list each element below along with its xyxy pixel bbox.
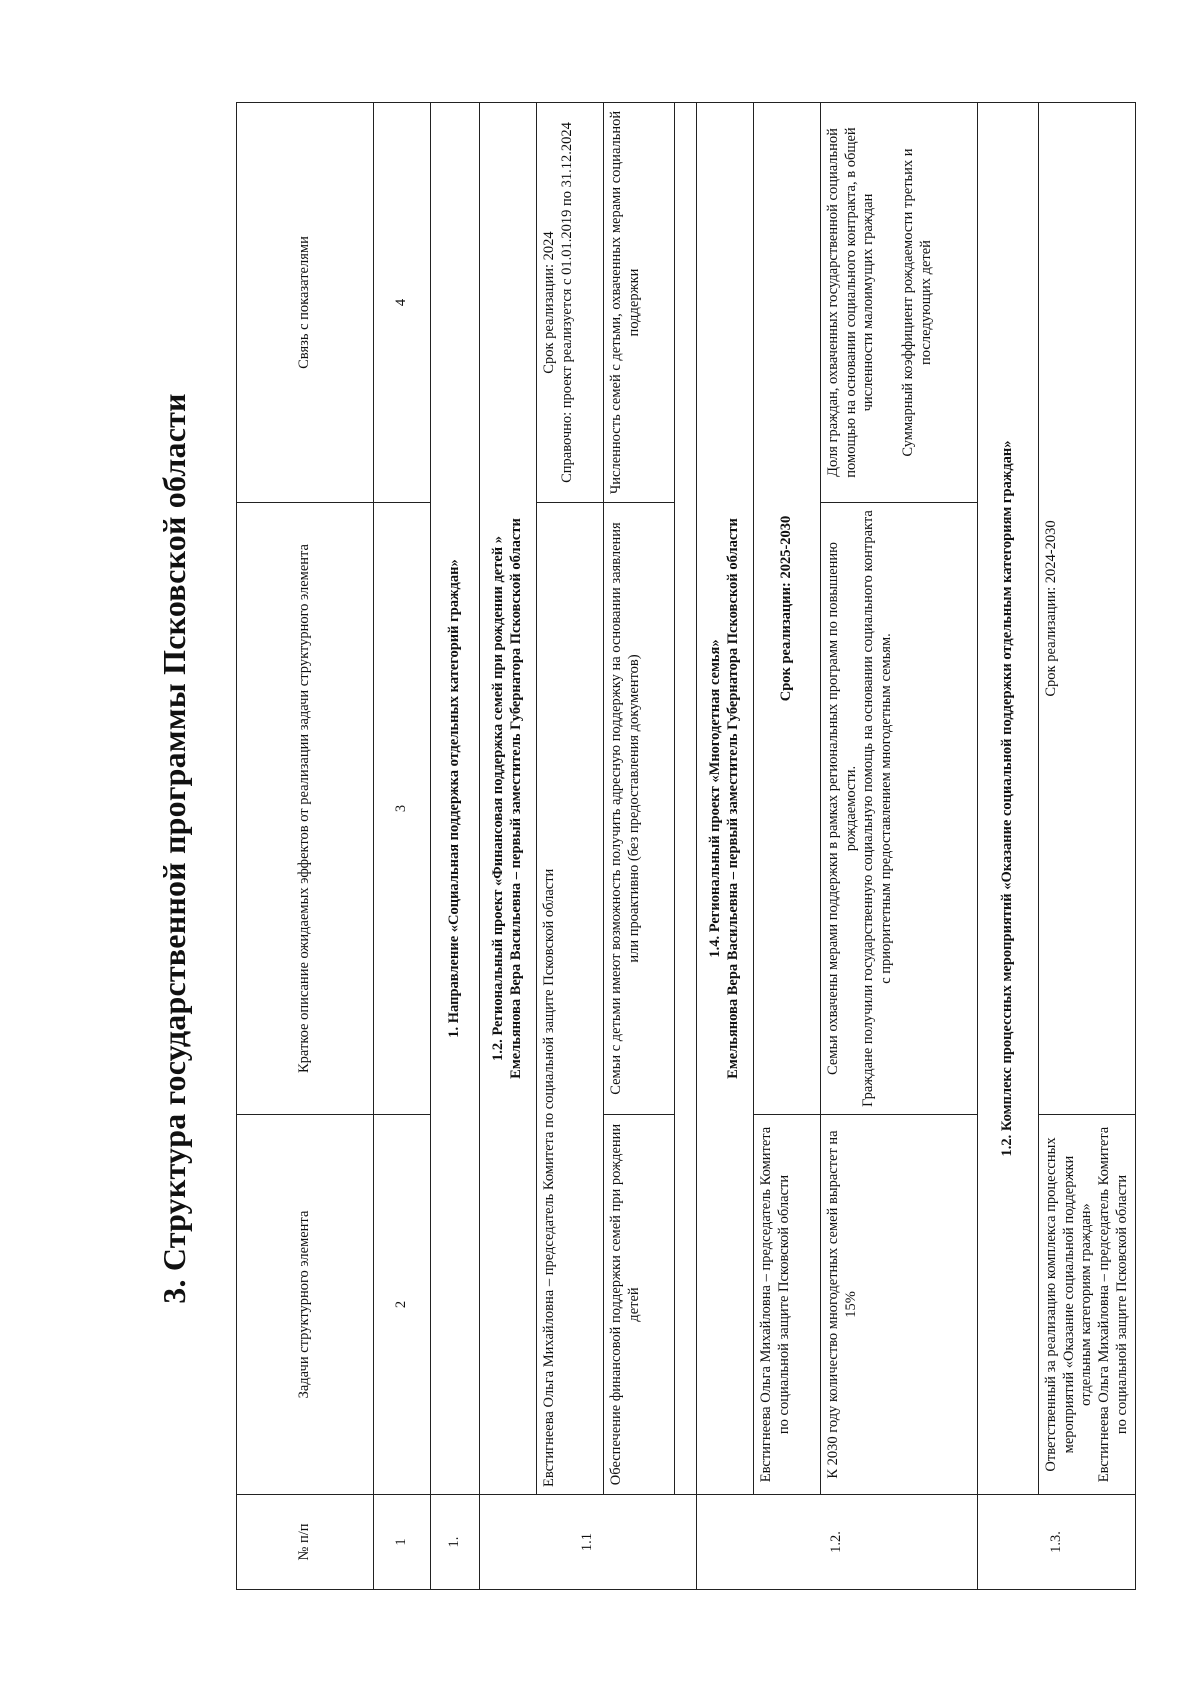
project-responsible-row <box>537 103 604 1590</box>
column-numbers-row <box>374 103 431 1590</box>
complex-title-row <box>978 103 1039 1590</box>
effect-text: Граждане получили государственную социальную помощь на основании социального контракта с приоритетным предоставлением многодетным семьям. <box>860 510 895 1107</box>
direction-row <box>431 103 480 1590</box>
complex-title: 1.2. Комплекс процессных мероприятий «Оказание социальной поддержки отдельным категориям граждан» <box>978 103 1039 1495</box>
project-name: 1.2. Региональный проект «Финансовая поддержка семей при рождении детей » <box>490 535 507 1062</box>
project-curator: Емельянова Вера Васильевна – первый заместитель Губернатора Псковской области <box>508 518 524 1079</box>
effect-text: Семьи охвачены мерами поддержки в рамках региональных программ по повышению рождаемости. <box>825 541 859 1076</box>
term-note: Справочно: проект реализуется с 01.01.2019 по 31.12.2024 <box>558 122 575 483</box>
row-number: 1.1 <box>480 1495 697 1590</box>
indicator-text: Доля граждан, охваченных государственной социальной помощью на основании социального контракта, в общей численности малоимущих граждан <box>825 127 877 478</box>
project-curator: Емельянова Вера Васильевна – первый заместитель Губернатора Псковской области <box>725 518 741 1079</box>
indicator-cell <box>821 103 978 503</box>
spacer-row <box>675 103 697 1590</box>
col-number: 4 <box>374 103 431 503</box>
header-num: № п/п <box>237 1495 374 1590</box>
task-cell: Обеспечение финансовой поддержки семей при рождении детей <box>604 1115 675 1495</box>
effect-cell <box>821 503 978 1115</box>
col-number: 2 <box>374 1115 431 1495</box>
effect-cell: Семьи с детьми имеют возможность получить адресную поддержку на основании заявления или проактивно (без предоставления документов) <box>604 503 675 1115</box>
program-structure-table <box>236 102 1136 1590</box>
project-responsible: Евстигнеева Ольга Михайловна – председатель Комитета по социальной защите Псковской области <box>754 1115 821 1495</box>
project-responsible: Евстигнеева Ольга Михайловна – председатель Комитета по социальной защите Псковской области <box>537 503 604 1495</box>
row-number: 1.3. <box>978 1495 1136 1590</box>
task-cell: К 2030 году количество многодетных семей вырастет на 15% <box>821 1115 978 1495</box>
project-title <box>697 103 754 1495</box>
page-title: 3. Структура государственной программы Псковской области <box>156 393 192 1304</box>
table-header-row <box>237 103 374 1590</box>
term-text: Срок реализации: 2024 <box>541 231 557 374</box>
header-tasks: Задачи структурного элемента <box>237 1115 374 1495</box>
complex-term: Срок реализации: 2024-2030 <box>1039 103 1136 1115</box>
project-responsible-row <box>754 103 821 1590</box>
responsible-text: Ответственный за реализацию комплекса процессных мероприятий «Оказание социальной поддержки отдельным категориям граждан» <box>1043 1137 1095 1472</box>
header-indicators: Связь с показателями <box>237 103 374 503</box>
row-number: 1.2. <box>697 1495 978 1590</box>
responsible-text: Евстигнеева Ольга Михайловна – председатель Комитета по социальной защите Псковской области <box>1096 1126 1130 1483</box>
table-row <box>821 103 978 1590</box>
project-name: 1.4. Региональный проект «Многодетная семья» <box>707 639 724 958</box>
project-title-row <box>480 103 537 1590</box>
indicator-text: Суммарный коэффициент рождаемости третьих и последующих детей <box>900 148 934 457</box>
complex-responsible-row <box>1039 103 1136 1590</box>
project-term <box>537 103 604 503</box>
col-number: 3 <box>374 503 431 1115</box>
project-title <box>480 103 537 1495</box>
indicator-cell: Численность семей с детьми, охваченных мерами социальной поддержки <box>604 103 675 503</box>
table-row <box>604 103 675 1590</box>
col-number: 1 <box>374 1495 431 1590</box>
project-term: Срок реализации: 2025-2030 <box>754 103 821 1115</box>
project-title-row <box>697 103 754 1590</box>
header-effects: Краткое описание ожидаемых эффектов от реализации задачи структурного элемента <box>237 503 374 1115</box>
complex-responsible <box>1039 1115 1136 1495</box>
direction-title: 1. Направление «Социальная поддержка отдельных категорий граждан» <box>431 103 480 1495</box>
row-number: 1. <box>431 1495 480 1590</box>
